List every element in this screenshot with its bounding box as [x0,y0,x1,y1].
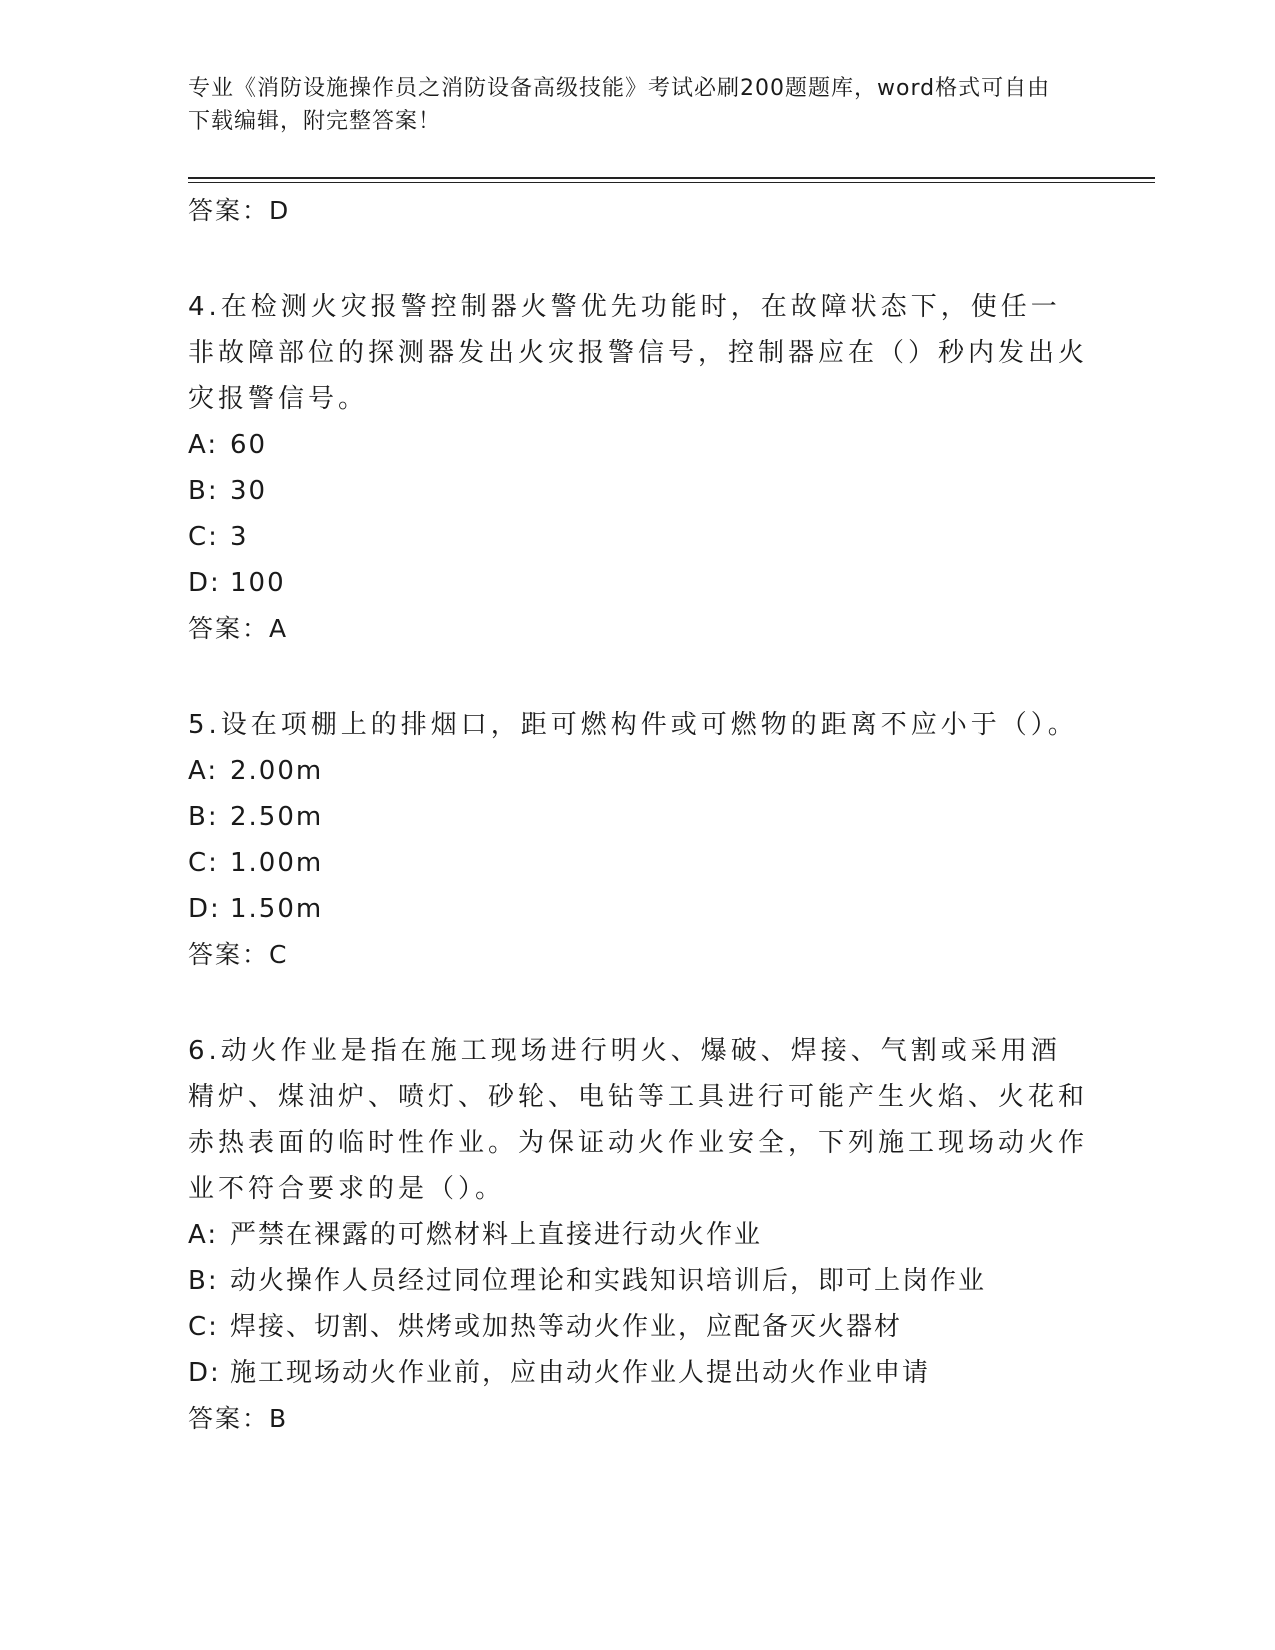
option-letter: B: [188,802,219,832]
question-stem: 5.设在项棚上的排烟口，距可燃构件或可燃物的距离不应小于（）。 [188,710,1078,740]
option-text: 严禁在裸露的可燃材料上直接进行动火作业 [230,1220,763,1250]
option-c [188,514,1088,560]
option-text: 2.00m [230,756,324,786]
option-letter: D: [188,1358,221,1388]
option-d [188,1350,1088,1396]
option-text: 动火操作人员经过同位理论和实践知识培训后，即可上岗作业 [230,1266,987,1296]
option-letter: C: [188,522,219,552]
option-a [188,1212,1088,1258]
option-text: 3 [230,522,249,552]
option-letter: D: [188,568,221,598]
option-c [188,840,1088,886]
header-divider-thin [188,182,1155,183]
option-b [188,1258,1088,1304]
answer-line: 答案：A [188,614,289,643]
document-body [188,188,1088,1442]
option-a [188,748,1088,794]
option-text: 施工现场动火作业前，应由动火作业人提出动火作业申请 [230,1358,931,1388]
header-divider [188,177,1155,179]
option-letter: B: [188,1266,219,1296]
option-letter: B: [188,476,219,506]
option-b [188,794,1088,840]
question-block [188,702,1088,978]
question-block [188,284,1088,652]
option-text: 100 [230,568,286,598]
option-text: 60 [230,430,268,460]
answer-line: 答案：C [188,940,289,969]
option-text: 1.50m [230,894,324,924]
option-a [188,422,1088,468]
option-text: 1.00m [230,848,324,878]
page-header: 专业《消防设施操作员之消防设备高级技能》考试必刷200题题库，word格式可自由下载编辑，附完整答案！ [188,76,1051,134]
question-stem: 4.在检测火灾报警控制器火警优先功能时，在故障状态下，使任一非故障部位的探测器发出火灾报警信号，控制器应在（）秒内发出火灾报警信号。 [188,292,1089,414]
answer-line: 答案：D [188,196,291,225]
option-letter: C: [188,1312,219,1342]
answer-line: 答案：B [188,1404,289,1433]
option-c [188,1304,1088,1350]
option-letter: A: [188,756,219,786]
question-stem: 6.动火作业是指在施工现场进行明火、爆破、焊接、气割或采用酒精炉、煤油炉、喷灯、砂轮、电钻等工具进行可能产生火焰、火花和赤热表面的临时性作业。为保证动火作业安全，下列施工现场动火作业不符合要求的是（）。 [188,1036,1089,1204]
option-letter: A: [188,1220,219,1250]
option-b [188,468,1088,514]
option-d [188,560,1088,606]
option-text: 2.50m [230,802,324,832]
option-text: 30 [230,476,268,506]
option-letter: C: [188,848,219,878]
option-letter: A: [188,430,219,460]
option-text: 焊接、切割、烘烤或加热等动火作业，应配备灭火器材 [230,1312,903,1342]
option-letter: D: [188,894,221,924]
option-d [188,886,1088,932]
question-block [188,1028,1088,1442]
